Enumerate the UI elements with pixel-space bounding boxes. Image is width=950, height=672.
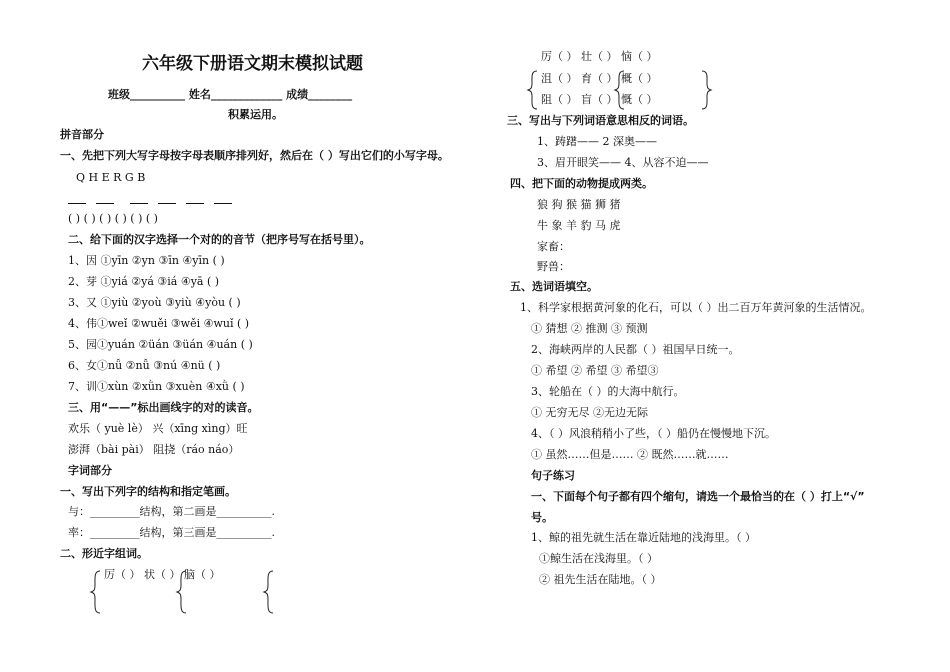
answer-line <box>96 203 114 204</box>
question-2: 二、给下面的汉字选择一个对的的音节（把序号写在括号里）。 <box>68 233 371 246</box>
words-row-1: 厉（ ） 壮（ ） 恼（ ） <box>541 50 658 63</box>
section-pinyin: 拼音部分 <box>60 128 104 141</box>
sentence-question-1-cont: 号。 <box>531 511 553 524</box>
answer-line <box>68 203 86 204</box>
fill-item-1: 1、科学家根据黄河象的化石，可以（ ）出二百万年黄河象的生活情况。 <box>520 301 872 314</box>
animals-row-1: 狼 狗 猴 猫 狮 猪 <box>537 198 621 211</box>
sentence-option-1: ①鲸生活在浅海里。（ ） <box>539 552 658 565</box>
similar-chars-row: 厉（ ） 状（ ） 脑（ ） <box>104 568 221 581</box>
q2-item-3: 3、又 ①yiù ②yoù ③yiù ④yòu ( ) <box>68 296 241 309</box>
q4-line-1: 与：_________结构，第二画是__________. <box>68 505 275 518</box>
fill-item-4: 4、（ ）风浪稍稍小了些，（ ）船仍在慢慢地下沉。 <box>531 427 776 440</box>
q2-item-6: 6、女①nǚ ②nǚ ③nú ④nü ( ) <box>68 359 221 372</box>
domestic-label: 家畜： <box>537 240 570 253</box>
fill-item-3: 3、轮船在（ ）的大海中航行。 <box>531 385 685 398</box>
fill-options-2: ① 希望 ② 希望 ③ 希望③ <box>531 364 659 377</box>
question-5: 二、形近字组词。 <box>60 547 148 560</box>
section-sentence: 句子练习 <box>531 469 575 482</box>
question-antonyms: 三、写出与下列词语意思相反的词语。 <box>507 114 694 127</box>
sentence-option-2: ② 祖先生活在陆地。（ ） <box>539 573 662 586</box>
q2-item-1: 1、因 ①yīn ②yn ③īn ④yīn ( ) <box>68 254 225 267</box>
answer-line <box>130 203 148 204</box>
fill-options-3: ① 无穷无尽 ②无边无际 <box>531 406 648 419</box>
fill-options-4: ① 虽然……但是…… ② 既然……就…… <box>531 448 729 461</box>
question-fill-words: 五、选词语填空。 <box>510 280 598 293</box>
wild-label: 野兽： <box>537 260 570 273</box>
student-info-line: 班级__________ 姓名_____________ 成绩________ <box>108 88 353 101</box>
words-row-2: 沮（ ） 育（ ） 概（ ） <box>541 72 658 85</box>
answer-line <box>214 203 232 204</box>
q2-item-2: 2、芽 ①yiá ②yá ③iá ④yā ( ) <box>68 275 220 288</box>
question-1: 一、先把下列大写字母按字母表顺序排列好，然后在（ ）写出它们的小写字母。 <box>60 149 449 162</box>
question-3: 三、用“——”标出画线字的对的读音。 <box>68 401 259 414</box>
left-brace <box>176 570 188 614</box>
q3-line-2: 澎湃（bài pài） 阻挠（ráo náo） <box>68 443 240 456</box>
page-title: 六年级下册语文期末模拟试题 <box>142 54 363 74</box>
answer-line <box>186 203 204 204</box>
left-brace <box>527 70 539 110</box>
left-brace <box>614 70 626 110</box>
left-brace <box>90 570 102 614</box>
q2-item-5: 5、园①yuán ②üán ③üán ④uán ( ) <box>68 338 253 351</box>
section-words: 字词部分 <box>68 464 112 477</box>
lowercase-answer-parens: ( ) ( ) ( ) ( ) ( ) ( ) <box>68 212 158 225</box>
right-brace <box>700 70 712 110</box>
question-4: 一、写出下列字的结构和指定笔画。 <box>60 485 236 498</box>
uppercase-letters: Q H E R G B <box>76 171 146 184</box>
section-subtitle: 积累运用。 <box>228 108 283 121</box>
left-brace <box>263 570 275 614</box>
question-animals: 四、把下面的动物提成两类。 <box>510 177 653 190</box>
sentence-item-1: 1、鲸的祖先就生活在靠近陆地的浅海里。（ ） <box>531 531 756 544</box>
fill-item-2: 2、海峡两岸的人民都（ ）祖国早日统一。 <box>531 343 740 356</box>
fill-options-1: ① 猜想 ② 推测 ③ 预测 <box>531 322 648 335</box>
q4-line-2: 率：_________结构，第三画是__________. <box>68 526 275 539</box>
q2-item-7: 7、训①xùn ②xǜn ③xuèn ④xǜ ( ) <box>68 380 245 393</box>
sentence-question-1: 一、下面每个句子都有四个缩句，请选一个最恰当的在（ ）打上“√” <box>531 490 865 503</box>
words-row-3: 阻（ ） 盲（ ） 慨（ ） <box>541 93 658 106</box>
antonyms-line-2: 3、眉开眼笑—— 4、从容不迫—— <box>537 156 709 169</box>
q2-item-4: 4、伟①weǐ ②wuěi ③wěi ④wuǐ ( ) <box>68 317 250 330</box>
q3-line-1: 欢乐（ yuè lè） 兴（xīng xìng）旺 <box>68 422 248 435</box>
animals-row-2: 牛 象 羊 豹 马 虎 <box>537 219 621 232</box>
answer-line <box>158 203 176 204</box>
antonyms-line-1: 1、踌躇—— 2 深奥—— <box>537 135 657 148</box>
